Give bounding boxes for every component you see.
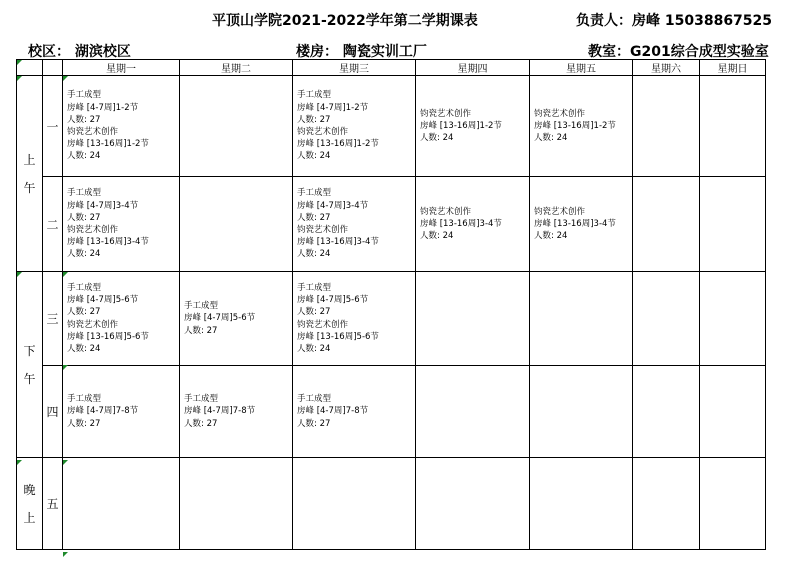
course-name: 钧瓷艺术创作 [67,127,119,137]
class-cell [293,272,416,366]
course-headcount: 人数: 27 [67,307,101,318]
class-cell [633,458,700,550]
class-cell [700,366,766,458]
course-headcount: 人数: 27 [184,325,218,336]
class-cell [416,76,530,177]
course-teacher-weeks: 房峰 [4-7周]5-6节 [297,295,369,306]
course-teacher-weeks: 房峰 [13-16周]3-4节 [420,218,502,229]
course-teacher-weeks: 房峰 [13-16周]3-4节 [534,218,616,229]
course-teacher-weeks: 房峰 [13-16周]1-2节 [297,139,379,150]
course-name: 手工成型 [297,282,332,293]
class-cell [530,177,633,272]
day-header-wed: 星期三 [293,60,416,76]
schedule-table [16,59,766,550]
course-name: 钧瓷艺术创作 [420,108,472,119]
course-teacher-weeks: 房峰 [13-16周]1-2节 [534,120,616,131]
course-headcount: 人数: 24 [297,249,331,260]
course-teacher-weeks: 房峰 [4-7周]5-6节 [184,313,256,324]
table-row [17,366,766,458]
building-label: 楼房： 陶瓷实训工厂 [296,44,427,60]
course-teacher-weeks: 房峰 [13-16周]5-6节 [67,331,149,342]
course-teacher-weeks: 房峰 [13-16周]5-6节 [297,331,379,342]
course-name: 手工成型 [297,188,332,199]
class-cell [700,177,766,272]
period-label: 五 [43,458,63,550]
cell-marker [17,272,22,277]
cell-marker [63,76,68,81]
course-headcount: 人数: 24 [297,343,331,354]
course-teacher-weeks: 房峰 [4-7周]1-2节 [297,102,369,113]
course-name: 手工成型 [67,188,102,199]
class-cell [416,177,530,272]
course-teacher-weeks: 房峰 [4-7周]7-8节 [184,406,256,417]
class-cell [633,76,700,177]
course-headcount: 人数: 24 [297,151,331,162]
cell-marker [63,365,68,370]
course-headcount: 人数: 24 [67,343,101,354]
class-cell [700,76,766,177]
course-headcount: 人数: 27 [67,212,101,223]
class-cell [293,177,416,272]
day-header-tue: 星期二 [180,60,293,76]
session-morning: 上 午 [17,76,43,272]
class-cell [530,458,633,550]
cell-marker [17,460,22,465]
class-cell [180,366,293,458]
course-headcount: 人数: 24 [420,133,454,144]
cell-marker [63,460,68,465]
class-cell [293,76,416,177]
course-teacher-weeks: 房峰 [4-7周]7-8节 [67,406,139,417]
course-headcount: 人数: 27 [297,307,331,318]
day-header-thu: 星期四 [416,60,530,76]
course-name: 钧瓷艺术创作 [534,206,586,217]
course-name: 手工成型 [297,394,332,405]
course-name: 手工成型 [67,90,102,101]
course-teacher-weeks: 房峰 [13-16周]3-4节 [297,237,379,248]
course-headcount: 人数: 27 [67,418,101,429]
course-teacher-weeks: 房峰 [4-7周]7-8节 [297,406,369,417]
period-label: 四 [43,366,63,458]
cell-marker [63,272,68,277]
course-name: 钧瓷艺术创作 [420,206,472,217]
cell-marker [17,76,22,81]
class-cell [416,366,530,458]
course-headcount: 人数: 24 [420,231,454,242]
class-cell [180,272,293,366]
manager-info: 负责人：房峰 15038867525 [576,13,773,29]
cell-marker [17,60,22,65]
table-row [17,177,766,272]
table-row [17,272,766,366]
course-headcount: 人数: 24 [534,231,568,242]
corner-cell [43,60,63,76]
class-cell [293,458,416,550]
course-headcount: 人数: 24 [67,249,101,260]
class-cell [633,366,700,458]
session-evening: 晚 上 [17,458,43,550]
course-name: 钧瓷艺术创作 [297,225,349,235]
course-headcount: 人数: 27 [184,418,218,429]
class-cell [63,458,180,550]
session-afternoon: 下 午 [17,272,43,458]
course-headcount: 人数: 27 [297,114,331,125]
class-cell [700,458,766,550]
day-header-fri: 星期五 [530,60,633,76]
cell-marker [63,552,68,557]
course-name: 钧瓷艺术创作 [534,108,586,119]
day-header-sat: 星期六 [633,60,700,76]
table-row [17,458,766,550]
course-teacher-weeks: 房峰 [13-16周]3-4节 [67,237,149,248]
class-cell [530,272,633,366]
course-teacher-weeks: 房峰 [4-7周]3-4节 [67,200,139,211]
class-cell [700,272,766,366]
table-row [17,76,766,177]
page-title: 平顶山学院2021-2022学年第二学期课表 [212,13,478,29]
course-headcount: 人数: 24 [534,133,568,144]
course-teacher-weeks: 房峰 [13-16周]1-2节 [420,120,502,131]
class-cell [63,177,180,272]
class-cell [63,76,180,177]
period-label: 三 [43,272,63,366]
class-cell [180,177,293,272]
course-name: 钧瓷艺术创作 [297,319,349,330]
day-header-sun: 星期日 [700,60,766,76]
course-teacher-weeks: 房峰 [4-7周]3-4节 [297,200,369,211]
period-label: 一 [43,76,63,177]
day-header-mon: 星期一 [63,60,180,76]
campus-label: 校区： 湖滨校区 [28,44,131,60]
course-headcount: 人数: 27 [297,212,331,223]
classroom-label: 教室：G201综合成型实验室 [588,44,769,60]
class-cell [633,272,700,366]
course-name: 钧瓷艺术创作 [67,319,119,330]
course-name: 手工成型 [297,90,332,101]
header-row [17,60,766,76]
class-cell [63,272,180,366]
class-cell [633,177,700,272]
course-teacher-weeks: 房峰 [4-7周]1-2节 [67,102,139,113]
class-cell [416,272,530,366]
course-headcount: 人数: 27 [297,418,331,429]
class-cell [530,366,633,458]
course-headcount: 人数: 24 [67,151,101,162]
class-cell [180,458,293,550]
class-cell [63,366,180,458]
course-teacher-weeks: 房峰 [4-7周]5-6节 [67,295,139,306]
period-label: 二 [43,177,63,272]
class-cell [416,458,530,550]
course-headcount: 人数: 27 [67,114,101,125]
class-cell [293,366,416,458]
course-name: 钧瓷艺术创作 [297,127,349,137]
course-name: 手工成型 [67,394,102,405]
class-cell [180,76,293,177]
course-teacher-weeks: 房峰 [13-16周]1-2节 [67,139,149,150]
course-name: 手工成型 [67,282,102,293]
class-cell [530,76,633,177]
course-name: 手工成型 [184,394,219,405]
course-name: 钧瓷艺术创作 [67,225,119,235]
course-name: 手工成型 [184,301,219,312]
